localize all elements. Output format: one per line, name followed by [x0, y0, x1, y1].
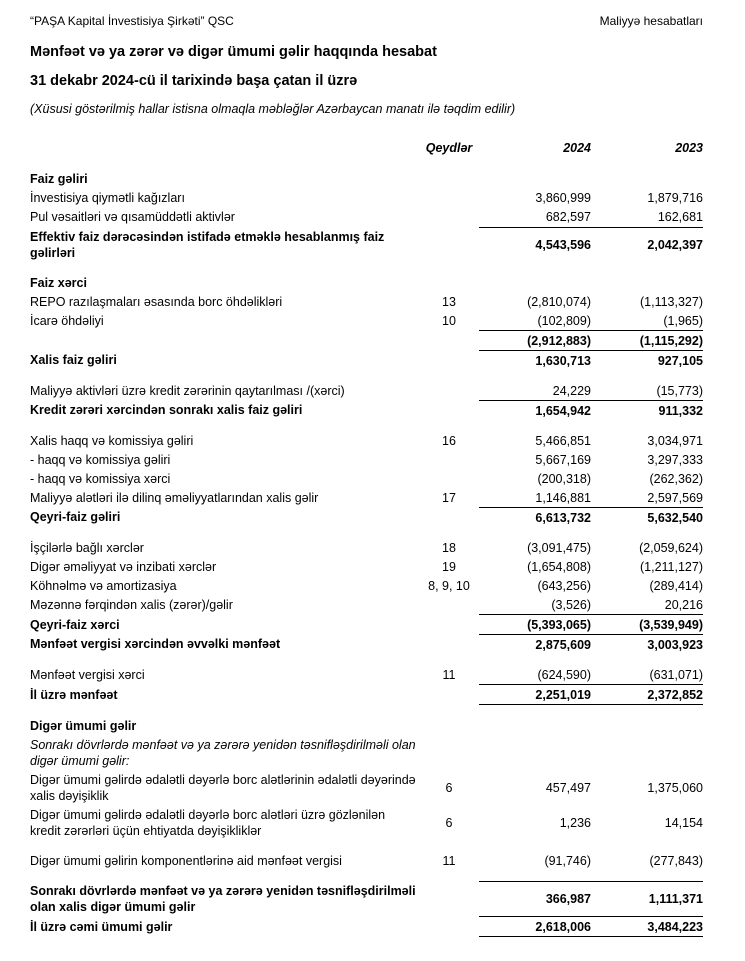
row-note [419, 635, 479, 655]
row-label: Mənfəət vergisi xərcindən əvvəlki mənfəət [30, 637, 281, 652]
value-2024: 457,497 [545, 780, 591, 795]
table-row [30, 770, 703, 805]
row-label: Maliyyə aktivləri üzrə kredit zərərinin qaytarılması /(xərci) [30, 383, 345, 398]
row-note [419, 882, 479, 917]
table-row [30, 538, 703, 557]
spacer-row [30, 527, 703, 538]
value-2023: (1,965) [663, 313, 703, 328]
row-note [419, 170, 479, 189]
row-note [419, 595, 479, 615]
row-note [419, 351, 479, 371]
row-note: 16 [442, 433, 456, 448]
row-note: 10 [442, 313, 456, 328]
row-label [30, 331, 419, 351]
statement-title: Mənfəət və ya zərər və digər ümumi gəlir haqqında hesabat [30, 44, 437, 60]
value-2024: (1,654,808) [527, 559, 591, 574]
value-2023 [591, 716, 703, 735]
table-row [30, 508, 703, 528]
row-note [419, 273, 479, 292]
spacer-row [30, 840, 703, 851]
value-2024: (624,590) [537, 667, 591, 682]
table-row [30, 469, 703, 488]
spacer-row [30, 370, 703, 381]
value-2023: 2,372,852 [591, 685, 703, 705]
value-2024 [479, 716, 591, 735]
row-label: İcarə öhdəliyi [30, 313, 104, 328]
row-label: Xalis haqq və komissiya gəliri [30, 433, 194, 448]
value-2023: 1,375,060 [647, 780, 703, 795]
row-note [419, 469, 479, 488]
table-row [30, 557, 703, 576]
table-row [30, 917, 703, 937]
value-2023: 911,332 [591, 401, 703, 421]
row-note [419, 189, 479, 208]
column-header-2024: 2024 [563, 140, 591, 155]
value-2024: (2,810,074) [527, 294, 591, 309]
row-label: Maliyyə alətləri ilə dilinq əməliyyatlarından xalis gəlir [30, 490, 319, 505]
statement-rows [30, 138, 703, 937]
row-label: Digər əməliyyat və inzibati xərclər [30, 559, 217, 574]
value-2023: (1,113,327) [639, 294, 703, 309]
value-2024: 2,875,609 [479, 635, 591, 655]
row-note [419, 735, 479, 770]
table-row [30, 665, 703, 685]
value-2023: (1,211,127) [639, 559, 703, 574]
spacer-cell [30, 870, 703, 882]
value-2023: (2,059,624) [639, 540, 703, 555]
value-2024: (643,256) [537, 578, 591, 593]
table-row [30, 488, 703, 508]
table-row [30, 189, 703, 208]
value-2024: 5,466,851 [535, 433, 591, 448]
row-label: - haqq və komissiya xərci [30, 471, 171, 486]
row-label: REPO razılaşmaları əsasında borc öhdəlikləri [30, 294, 283, 309]
row-label: Pul vəsaitləri və qısamüddətli aktivlər [30, 210, 235, 225]
row-label: İşçilərlə bağlı xərclər [30, 540, 144, 555]
value-2023: (631,071) [649, 667, 703, 682]
value-2024: 2,251,019 [479, 685, 591, 705]
row-label: Sonrakı dövrlərdə mənfəət və ya zərərə yenidən təsnifləşdirilməli olan digər ümumi gəlir: [30, 737, 416, 768]
column-header-row [30, 138, 703, 170]
spacer-cell [30, 527, 703, 538]
table-row [30, 431, 703, 450]
spacer-row [30, 262, 703, 273]
row-note [419, 208, 479, 228]
table-row [30, 685, 703, 705]
table-row [30, 595, 703, 615]
row-note [419, 381, 479, 401]
row-note [419, 615, 479, 635]
table-row [30, 170, 703, 189]
row-label: Digər ümumi gəlir [30, 718, 137, 733]
value-2023: 3,297,333 [647, 452, 703, 467]
value-2023: (262,362) [649, 471, 703, 486]
spacer-row [30, 654, 703, 665]
column-header-empty [30, 138, 419, 170]
value-2023: 5,632,540 [591, 508, 703, 528]
value-2023: 3,034,971 [647, 433, 703, 448]
value-2024: (2,912,883) [479, 331, 591, 351]
value-2024: 1,654,942 [479, 401, 591, 421]
report-section-label: Maliyyə hesabatları [599, 14, 703, 28]
row-label: Digər ümumi gəlirdə ədalətli dəyərlə borc alətlərinin ədalətli dəyərində xalis dəyişiklik [30, 772, 416, 803]
row-label: Köhnəlmə və amortizasiya [30, 578, 177, 593]
column-header-2023: 2023 [675, 140, 703, 155]
table-row [30, 208, 703, 228]
row-label: Digər ümumi gəlirin komponentlərinə aid mənfəət vergisi [30, 853, 342, 868]
spacer-row [30, 420, 703, 431]
table-row [30, 351, 703, 371]
value-2024 [479, 170, 591, 189]
spacer-cell [30, 840, 703, 851]
row-label: Faiz xərci [30, 275, 87, 290]
table-row [30, 381, 703, 401]
row-note: 11 [442, 853, 456, 868]
value-2023: 2,597,569 [647, 490, 703, 505]
row-note [419, 450, 479, 469]
spacer-row [30, 705, 703, 717]
row-label: Qeyri-faiz gəliri [30, 510, 121, 525]
row-label: Məzənnə fərqindən xalis (zərər)/gəlir [30, 597, 233, 612]
value-2024: 6,613,732 [479, 508, 591, 528]
table-row [30, 735, 703, 770]
value-2024: (200,318) [537, 471, 591, 486]
row-note: 8, 9, 10 [428, 578, 470, 593]
row-note [419, 227, 479, 262]
row-label: Faiz gəliri [30, 172, 88, 186]
value-2024: (5,393,065) [479, 615, 591, 635]
table-row [30, 716, 703, 735]
table-row [30, 805, 703, 840]
value-2024: 3,860,999 [535, 191, 591, 205]
row-label: Effektiv faiz dərəcəsindən istifadə etməklə hesablanmış faiz gəlirləri [30, 229, 385, 260]
page-header [30, 10, 703, 44]
table-row [30, 401, 703, 421]
row-label: Sonrakı dövrlərdə mənfəət və ya zərərə yenidən təsnifləşdirilməli olan xalis digər ümumi gəlir [30, 884, 416, 914]
value-2024: (102,809) [537, 313, 591, 328]
value-2023: (15,773) [656, 383, 703, 398]
row-label: İl üzrə mənfəət [30, 687, 118, 702]
row-label: - haqq və komissiya gəliri [30, 452, 171, 467]
value-2023: 1,111,371 [591, 882, 703, 917]
value-2024: 1,630,713 [479, 351, 591, 371]
value-2024: 5,667,169 [535, 452, 591, 467]
value-2024: 4,543,596 [479, 227, 591, 262]
column-header-notes: Qeydlər [425, 140, 473, 155]
spacer-cell [30, 262, 703, 273]
table-row [30, 882, 703, 917]
value-2023: 14,154 [664, 815, 703, 830]
row-note [419, 401, 479, 421]
value-2023 [591, 735, 703, 770]
value-2023: (289,414) [649, 578, 703, 593]
value-2024: 366,987 [479, 882, 591, 917]
spacer-cell [30, 420, 703, 431]
spacer-cell [30, 370, 703, 381]
row-note: 11 [442, 667, 456, 682]
table-row [30, 227, 703, 262]
value-2023: 20,216 [664, 597, 703, 612]
value-2024: (3,526) [551, 597, 591, 612]
value-2023: 927,105 [591, 351, 703, 371]
table-row [30, 576, 703, 595]
statement-period: 31 dekabr 2024-cü il tarixində başa çatan il üzrə [30, 73, 358, 89]
income-statement-table [30, 138, 703, 937]
row-label: İl üzrə cəmi ümumi gəlir [30, 919, 173, 934]
row-note: 18 [442, 540, 456, 555]
row-label: Kredit zərəri xərcindən sonrakı xalis faiz gəliri [30, 403, 303, 418]
value-2023: (277,843) [649, 853, 703, 868]
table-row [30, 615, 703, 635]
currency-note: (Xüsusi göstərilmiş hallar istisna olmaqla məbləğlər Azərbaycan manatı ilə təqdim edilir) [30, 102, 516, 116]
row-note [419, 716, 479, 735]
table-row [30, 273, 703, 292]
row-note [419, 917, 479, 937]
value-2023 [591, 273, 703, 292]
row-note [419, 685, 479, 705]
value-2024: 1,236 [559, 815, 591, 830]
row-label: Mənfəət vergisi xərci [30, 667, 145, 682]
company-name: “PAŞA Kapital İnvestisiya Şirkəti” QSC [30, 14, 234, 28]
value-2023: (1,115,292) [591, 331, 703, 351]
value-2023: (3,539,949) [591, 615, 703, 635]
value-2024: 1,146,881 [535, 490, 591, 505]
row-label: Qeyri-faiz xərci [30, 617, 120, 632]
row-note: 6 [445, 815, 453, 830]
row-label: İnvestisiya qiymətli kağızları [30, 191, 185, 205]
table-row [30, 331, 703, 351]
row-note: 17 [442, 490, 456, 505]
value-2024 [479, 273, 591, 292]
table-row [30, 292, 703, 311]
row-note [419, 331, 479, 351]
row-note: 6 [445, 780, 453, 795]
value-2024: 682,597 [545, 210, 591, 224]
value-2023 [591, 170, 703, 189]
table-row [30, 635, 703, 655]
table-row [30, 450, 703, 469]
value-2024: 2,618,006 [479, 917, 591, 937]
row-note [419, 508, 479, 528]
value-2024: 24,229 [552, 383, 591, 398]
spacer-cell [30, 705, 703, 717]
row-note: 19 [442, 559, 456, 574]
value-2023: 3,484,223 [591, 917, 703, 937]
table-row [30, 311, 703, 331]
value-2024 [479, 735, 591, 770]
value-2023: 1,879,716 [647, 191, 703, 205]
value-2023: 162,681 [657, 210, 703, 224]
value-2024: (91,746) [544, 853, 591, 868]
table-row [30, 851, 703, 870]
row-label: Digər ümumi gəlirdə ədalətli dəyərlə borc alətləri üzrə gözlənilən kredit zərərləri üçün ehtiyatda dəyişikliklər [30, 807, 386, 838]
value-2024: (3,091,475) [527, 540, 591, 555]
spacer-row [30, 870, 703, 882]
spacer-cell [30, 654, 703, 665]
value-2023: 2,042,397 [591, 227, 703, 262]
row-label: Xalis faiz gəliri [30, 353, 117, 368]
row-note: 13 [442, 294, 456, 309]
value-2023: 3,003,923 [591, 635, 703, 655]
